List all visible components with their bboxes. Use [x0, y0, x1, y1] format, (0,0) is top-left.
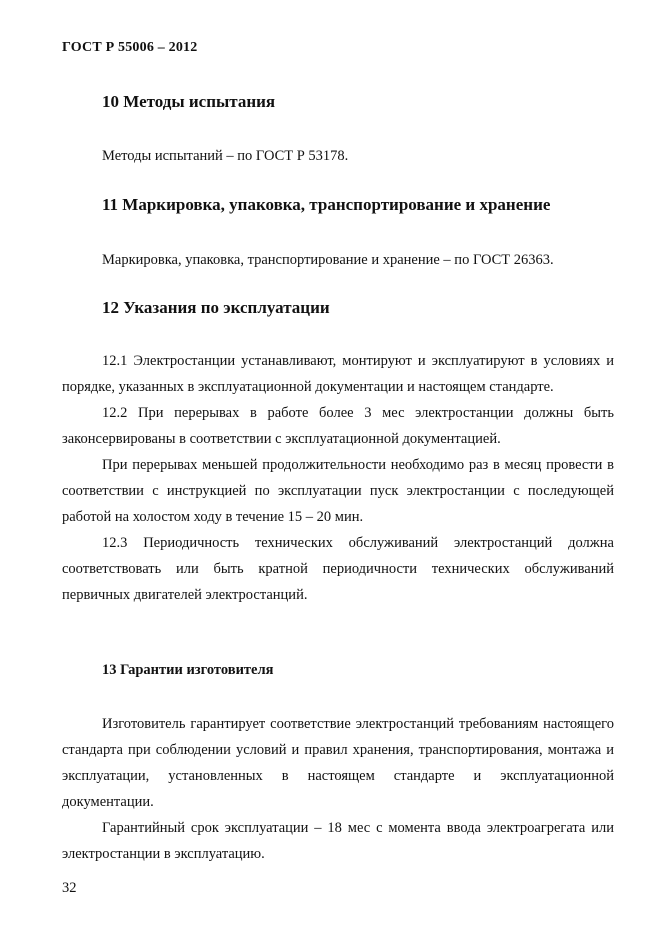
section-13-body — [62, 711, 614, 867]
section-12-paragraph-2: 12.2 При перерывах в работе более 3 мес электростанции должны быть законсервированы в соответствии с эксплуатационной документацией. — [62, 405, 614, 447]
section-11-title: 11 Маркировка, упаковка, транспортирование и хранение — [102, 195, 551, 214]
section-12-paragraph-1: 12.1 Электростанции устанавливают, монтируют и эксплуатируют в условиях и порядке, указанных в эксплуатационной документации и настоящем стандарте. — [62, 353, 614, 395]
section-10-text: Методы испытаний – по ГОСТ Р 53178. — [102, 148, 349, 164]
document-header: ГОСТ Р 55006 – 2012 — [62, 40, 198, 55]
section-12-paragraph-3: При перерывах меньшей продолжительности необходимо раз в месяц провести в соответствии с инструкцией по эксплуатации пуск электростанции с последующей работой на холостом ходу в течение 15 – 20 мин. — [62, 457, 614, 525]
section-12-body — [62, 348, 614, 608]
page-number: 32 — [62, 880, 77, 896]
section-11-text: Маркировка, упаковка, транспортирование и хранение – по ГОСТ 26363. — [102, 252, 554, 268]
section-13-paragraph-2: Гарантийный срок эксплуатации – 18 мес с момента ввода электроагрегата или электростанции в эксплуатацию. — [62, 820, 614, 862]
section-13-title: 13 Гарантии изготовителя — [102, 662, 274, 678]
section-10-title: 10 Методы испытания — [102, 92, 276, 111]
section-13-paragraph-1: Изготовитель гарантирует соответствие электростанций требованиям настоящего стандарта при соблюдении условий и правил хранения, транспортирования, монтажа и эксплуатации, установленных в настоящем стандарте и эксплуатационной документации. — [62, 716, 614, 810]
section-12-title: 12 Указания по эксплуатации — [102, 298, 330, 317]
section-12-paragraph-4: 12.3 Периодичность технических обслуживаний электростанций должна соответствовать или быть кратной периодичности технических обслуживаний первичных двигателей электростанций. — [62, 535, 614, 603]
